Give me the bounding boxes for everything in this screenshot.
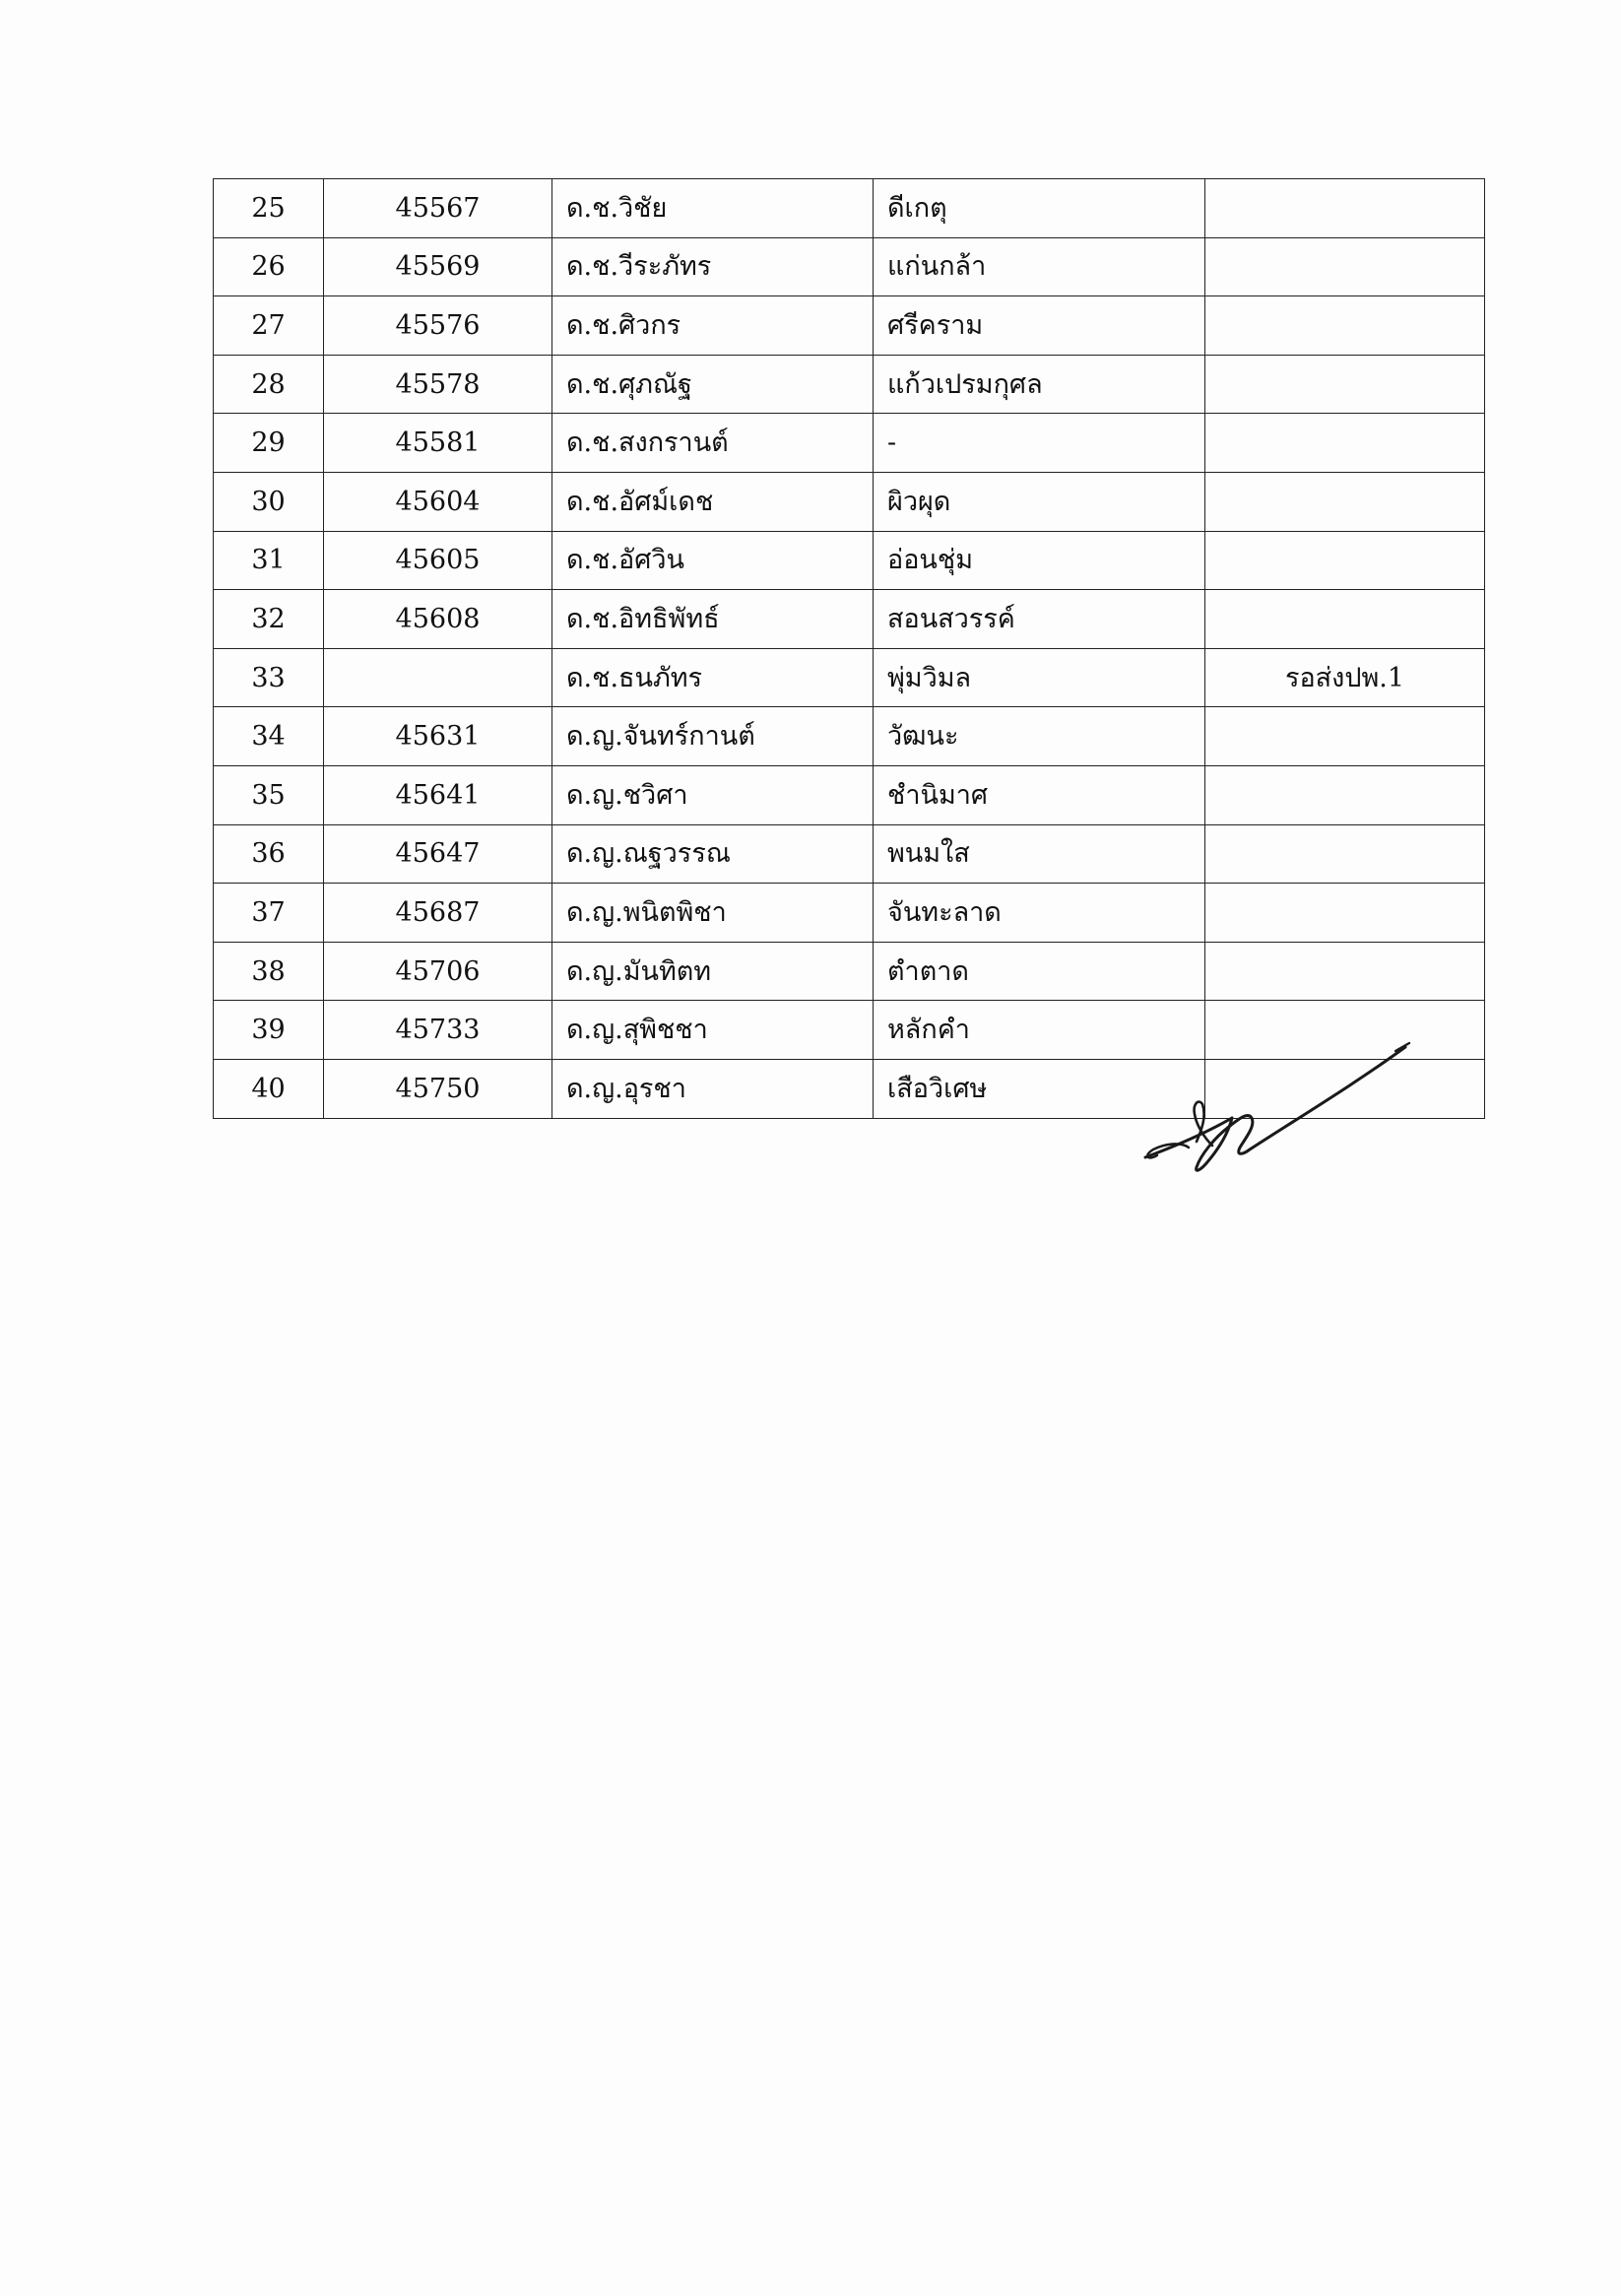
table-row <box>214 590 1485 649</box>
student-id: 45706 <box>324 942 552 1001</box>
remark <box>1205 414 1485 473</box>
table-row <box>214 707 1485 766</box>
row-number: 39 <box>214 1001 324 1060</box>
remark: รอส่งปพ.1 <box>1205 648 1485 707</box>
student-id: 45750 <box>324 1059 552 1118</box>
row-number: 34 <box>214 707 324 766</box>
student-id: 45581 <box>324 414 552 473</box>
student-id: 45567 <box>324 179 552 238</box>
student-last-name: แก้วเปรมกุศล <box>874 355 1205 414</box>
student-last-name: อ่อนชุ่ม <box>874 531 1205 590</box>
remark <box>1205 472 1485 531</box>
student-first-name: ด.ช.วิชัย <box>552 179 874 238</box>
table-row <box>214 296 1485 356</box>
table-row <box>214 355 1485 414</box>
student-last-name: สอนสวรรค์ <box>874 590 1205 649</box>
student-id: 45631 <box>324 707 552 766</box>
remark <box>1205 355 1485 414</box>
student-last-name: เสือวิเศษ <box>874 1059 1205 1118</box>
student-id: 45608 <box>324 590 552 649</box>
remark <box>1205 179 1485 238</box>
row-number: 28 <box>214 355 324 414</box>
student-first-name: ด.ช.ศิวกร <box>552 296 874 356</box>
student-id: 45641 <box>324 765 552 824</box>
student-last-name: หลักคำ <box>874 1001 1205 1060</box>
signature-icon <box>1137 1039 1418 1187</box>
student-first-name: ด.ญ.อุรชา <box>552 1059 874 1118</box>
row-number: 35 <box>214 765 324 824</box>
student-first-name: ด.ช.อัศม์เดช <box>552 472 874 531</box>
remark <box>1205 765 1485 824</box>
student-last-name: พนมใส <box>874 824 1205 884</box>
row-number: 36 <box>214 824 324 884</box>
table-row <box>214 414 1485 473</box>
table-row <box>214 531 1485 590</box>
table-row <box>214 179 1485 238</box>
student-last-name: พุ่มวิมล <box>874 648 1205 707</box>
row-number: 32 <box>214 590 324 649</box>
student-roster-table <box>213 178 1485 1119</box>
roster-body <box>214 179 1485 1119</box>
student-first-name: ด.ช.สงกรานต์ <box>552 414 874 473</box>
row-number: 31 <box>214 531 324 590</box>
student-id: 45604 <box>324 472 552 531</box>
student-first-name: ด.ช.อิทธิพัทธ์ <box>552 590 874 649</box>
student-last-name: ผิวผุด <box>874 472 1205 531</box>
table-row <box>214 824 1485 884</box>
student-id: 45647 <box>324 824 552 884</box>
row-number: 26 <box>214 237 324 296</box>
student-first-name: ด.ช.วีระภัทร <box>552 237 874 296</box>
student-id: 45569 <box>324 237 552 296</box>
student-last-name: ดีเกตุ <box>874 179 1205 238</box>
student-first-name: ด.ช.ธนภัทร <box>552 648 874 707</box>
student-first-name: ด.ญ.จันทร์กานต์ <box>552 707 874 766</box>
row-number: 25 <box>214 179 324 238</box>
row-number: 37 <box>214 884 324 943</box>
student-id: 45733 <box>324 1001 552 1060</box>
row-number: 40 <box>214 1059 324 1118</box>
student-id: 45605 <box>324 531 552 590</box>
remark <box>1205 884 1485 943</box>
student-first-name: ด.ญ.พนิตพิชา <box>552 884 874 943</box>
student-first-name: ด.ญ.ชวิศา <box>552 765 874 824</box>
student-first-name: ด.ญ.ณฐวรรณ <box>552 824 874 884</box>
table-row <box>214 765 1485 824</box>
remark <box>1205 590 1485 649</box>
remark <box>1205 942 1485 1001</box>
row-number: 29 <box>214 414 324 473</box>
table-row <box>214 884 1485 943</box>
table-row <box>214 942 1485 1001</box>
student-first-name: ด.ช.ศุภณัฐ <box>552 355 874 414</box>
row-number: 38 <box>214 942 324 1001</box>
remark <box>1205 824 1485 884</box>
student-first-name: ด.ญ.มันทิตท <box>552 942 874 1001</box>
student-last-name: ศรีคราม <box>874 296 1205 356</box>
row-number: 33 <box>214 648 324 707</box>
student-id: 45578 <box>324 355 552 414</box>
student-last-name: จันทะลาด <box>874 884 1205 943</box>
student-first-name: ด.ช.อัศวิน <box>552 531 874 590</box>
remark <box>1205 237 1485 296</box>
table-row <box>214 648 1485 707</box>
remark <box>1205 296 1485 356</box>
table-row <box>214 472 1485 531</box>
student-last-name: แก่นกล้า <box>874 237 1205 296</box>
student-id: 45576 <box>324 296 552 356</box>
remark <box>1205 707 1485 766</box>
student-id: 45687 <box>324 884 552 943</box>
row-number: 30 <box>214 472 324 531</box>
student-first-name: ด.ญ.สุพิชชา <box>552 1001 874 1060</box>
student-last-name: ตำตาด <box>874 942 1205 1001</box>
row-number: 27 <box>214 296 324 356</box>
table-row <box>214 237 1485 296</box>
student-last-name: - <box>874 414 1205 473</box>
student-last-name: ชำนิมาศ <box>874 765 1205 824</box>
student-last-name: วัฒนะ <box>874 707 1205 766</box>
student-id <box>324 648 552 707</box>
remark <box>1205 531 1485 590</box>
